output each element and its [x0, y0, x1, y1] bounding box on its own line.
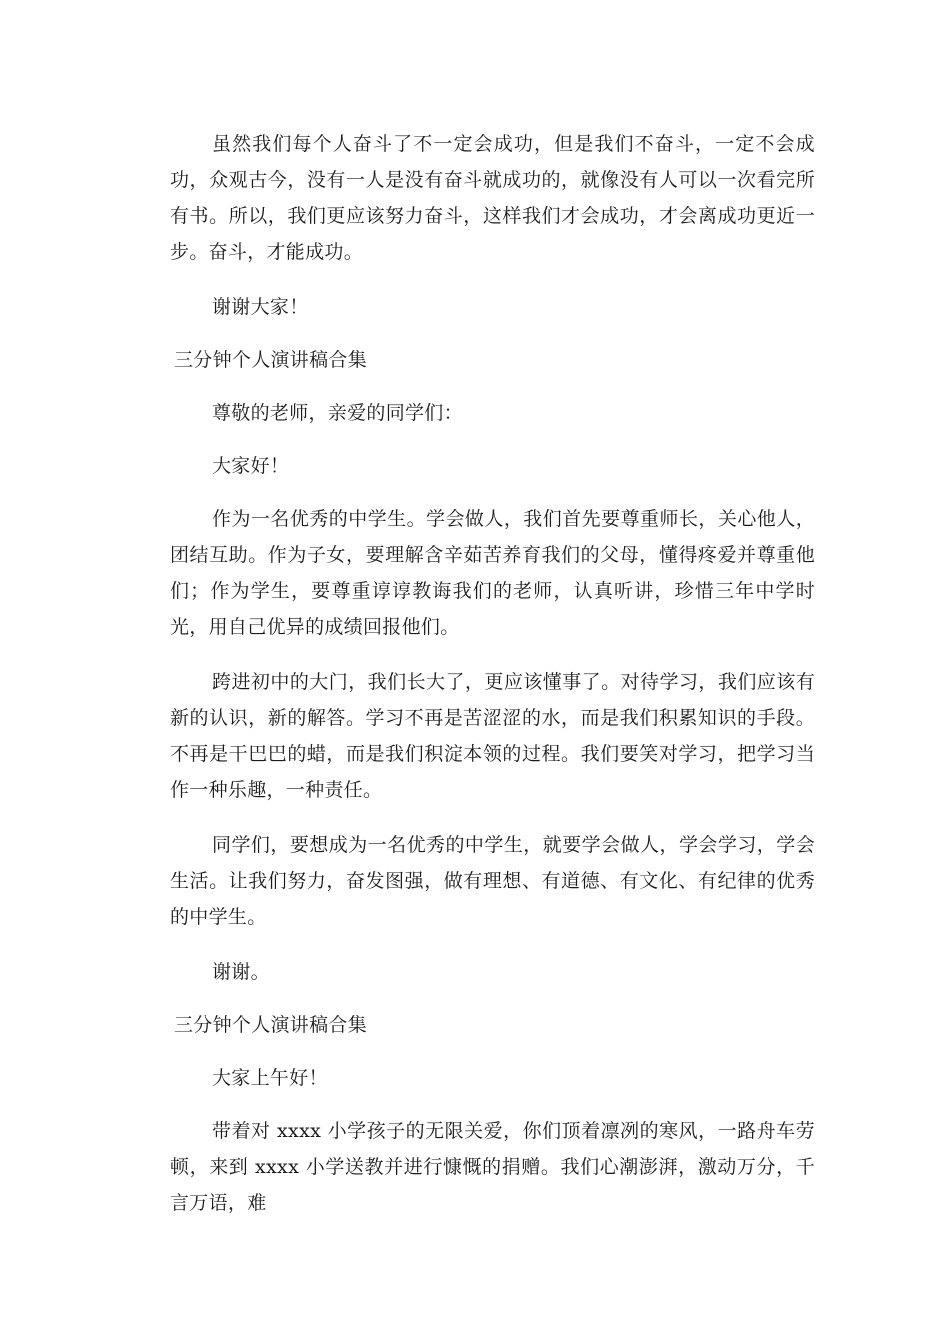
paragraph-struggle: 虽然我们每个人奋斗了不一定会成功，但是我们不奋斗，一定不会成功，众观古今，没有一人是没有奋斗就成功的，就像没有人可以一次看完所有书。所以，我们更应该努力奋斗，这样我们才会成功，才会离成功更近一步。奋斗，才能成功。 — [170, 133, 815, 263]
paragraph-thanks-all: 谢谢大家！ — [212, 296, 309, 318]
paragraph-greeting: 大家好！ — [212, 455, 290, 477]
paragraph-morning-greeting: 大家上午好！ — [212, 1067, 328, 1089]
paragraph-classmates: 同学们，要想成为一名优秀的中学生，就要学会做人，学会学习，学会生活。让我们努力，奋发图强，做有理想、有道德、有文化、有纪律的优秀的中学生。 — [170, 834, 815, 928]
section-title-2: 三分钟个人演讲稿合集 — [174, 1014, 368, 1036]
paragraph-thanks: 谢谢。 — [212, 961, 270, 983]
section-title-1: 三分钟个人演讲稿合集 — [174, 349, 368, 371]
paragraph-donation: 带着对 xxxx 小学孩子的无限关爱，你们顶着凛冽的寒风，一路舟车劳顿，来到 xxxx 小学送教并进行慷慨的捐赠。我们心潮澎湃，激动万分，千言万语，难 — [170, 1120, 815, 1214]
paragraph-good-student: 作为一名优秀的中学生。学会做人，我们首先要尊重师长，关心他人，团结互助。作为子女，要理解含辛茹苦养育我们的父母，懂得疼爱并尊重他们；作为学生，要尊重谆谆教诲我们的老师，认真听讲，珍惜三年中学时光，用自己优异的成绩回报他们。 — [170, 508, 815, 638]
document-body — [170, 126, 815, 1221]
paragraph-salutation: 尊敬的老师，亲爱的同学们： — [212, 402, 463, 424]
paragraph-learning: 跨进初中的大门，我们长大了，更应该懂事了。对待学习，我们应该有新的认识，新的解答。学习不再是苦涩涩的水，而是我们积累知识的手段。不再是干巴巴的蜡，而是我们积淀本领的过程。我们要笑对学习，把学习当作一种乐趣，一种责任。 — [170, 671, 815, 801]
